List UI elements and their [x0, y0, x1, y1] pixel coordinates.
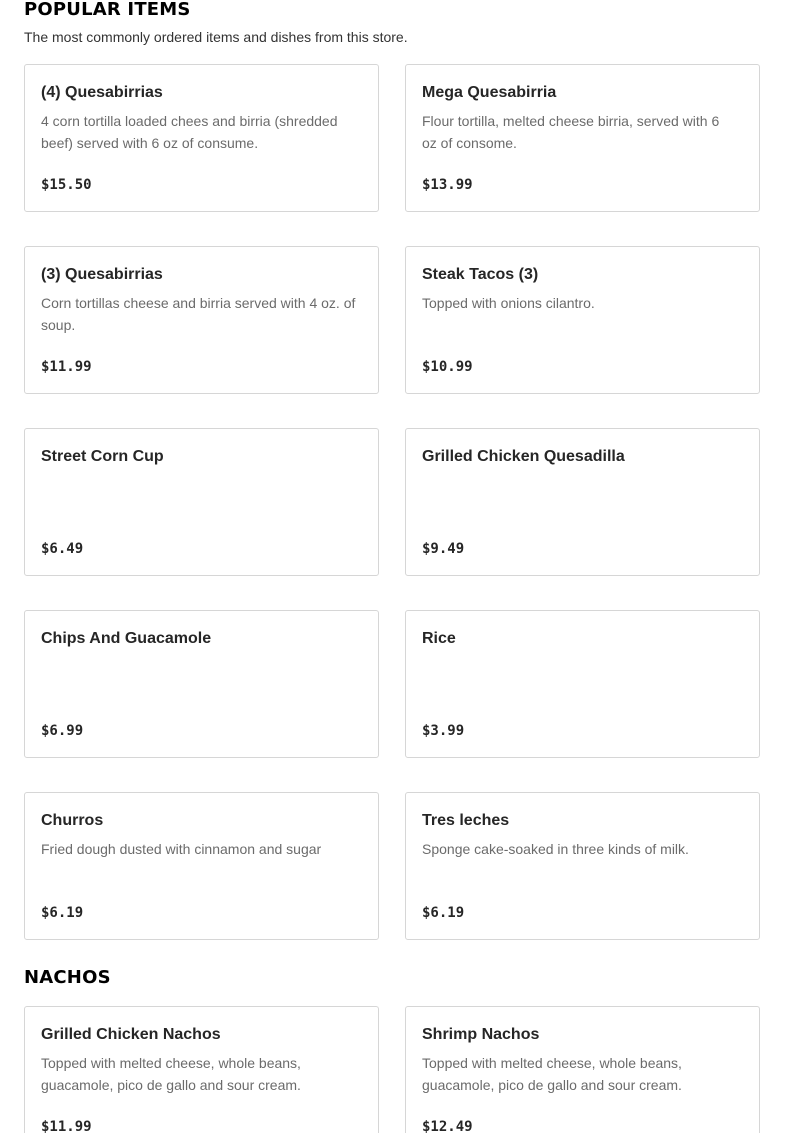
menu-item-description: Sponge cake-soaked in three kinds of milk.: [422, 841, 689, 857]
menu-item-card[interactable]: [405, 792, 760, 940]
menu-item-name: Steak Tacos (3): [422, 266, 539, 283]
menu-item-price: $11.99: [41, 359, 92, 375]
menu-item-price: $11.99: [41, 1119, 92, 1135]
menu-item-description: Corn tortillas cheese and birria served with 4 oz. of soup.: [41, 295, 356, 333]
menu-item-price: $13.99: [422, 177, 473, 193]
menu-item-price: $3.99: [422, 723, 465, 739]
menu-item-price: $10.99: [422, 359, 473, 375]
menu-item-name: Chips And Guacamole: [41, 630, 212, 647]
menu-item-card[interactable]: [24, 610, 379, 758]
menu-item-name: Rice: [422, 630, 456, 647]
menu-item-name: Grilled Chicken Quesadilla: [422, 448, 625, 465]
menu-item-card[interactable]: [405, 246, 760, 394]
menu-item-name: Mega Quesabirria: [422, 84, 557, 101]
menu-item-name: Grilled Chicken Nachos: [41, 1026, 221, 1043]
menu-item-card[interactable]: [24, 1006, 379, 1133]
menu-item-card[interactable]: [24, 246, 379, 394]
menu-item-name: (4) Quesabirrias: [41, 84, 163, 101]
menu-item-price: $9.49: [422, 541, 465, 557]
popular-items-subtitle: The most commonly ordered items and dishes from this store.: [24, 29, 408, 45]
menu-item-card[interactable]: [405, 64, 760, 212]
menu-item-description: Topped with melted cheese, whole beans, guacamole, pico de gallo and sour cream.: [41, 1055, 301, 1093]
menu-item-price: $6.19: [422, 905, 465, 921]
nachos-heading: NACHOS: [24, 967, 111, 988]
menu-item-price: $12.49: [422, 1119, 473, 1135]
menu-item-card[interactable]: [24, 428, 379, 576]
menu-item-name: Churros: [41, 812, 104, 829]
menu-item-card[interactable]: [405, 428, 760, 576]
menu-item-description: Topped with melted cheese, whole beans, guacamole, pico de gallo and sour cream.: [422, 1055, 682, 1093]
menu-item-name: Tres leches: [422, 812, 510, 829]
menu-item-price: $6.19: [41, 905, 84, 921]
menu-item-card[interactable]: [405, 1006, 760, 1133]
menu-item-name: Street Corn Cup: [41, 448, 164, 465]
menu-item-name: (3) Quesabirrias: [41, 266, 163, 283]
menu-item-price: $6.99: [41, 723, 84, 739]
menu-item-price: $6.49: [41, 541, 84, 557]
menu-item-description: 4 corn tortilla loaded chees and birria (shredded beef) served with 6 oz of consume.: [41, 113, 338, 151]
menu-item-name: Shrimp Nachos: [422, 1026, 540, 1043]
menu-item-description: Fried dough dusted with cinnamon and sugar: [41, 841, 322, 857]
menu-item-price: $15.50: [41, 177, 92, 193]
menu-item-card[interactable]: [24, 792, 379, 940]
menu-item-card[interactable]: [405, 610, 760, 758]
menu-item-description: Flour tortilla, melted cheese birria, served with 6 oz of consome.: [422, 113, 720, 151]
menu-item-description: Topped with onions cilantro.: [422, 295, 595, 311]
menu-item-card[interactable]: [24, 64, 379, 212]
popular-items-heading: POPULAR ITEMS: [24, 0, 191, 20]
